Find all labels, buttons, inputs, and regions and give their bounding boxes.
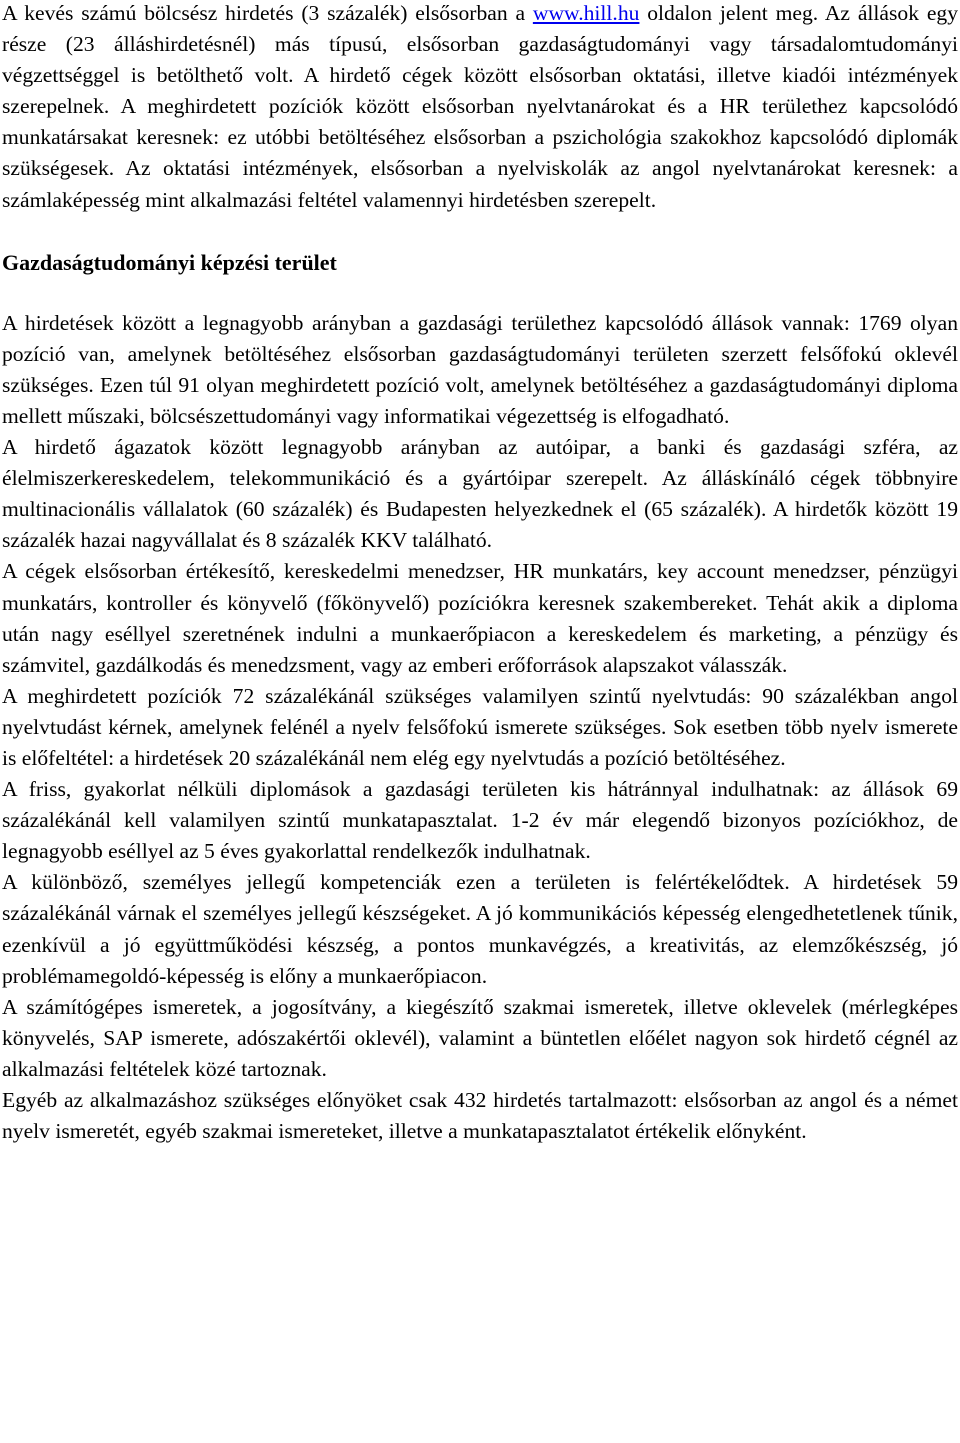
hill-hu-link[interactable]: www.hill.hu <box>532 1 640 25</box>
paragraph-languages: A meghirdetett pozíciók 72 százalékánál szükséges valamilyen szintű nyelvtudás: 90 százalékban angol nyelvtudást kérnek, amelynek felénél a nyelv felsőfokú ismerete szükséges. Sok esetben több nyelv ismerete is előfeltétel: a hirdetések 20 százalékánál nem elég egy nyelvtudás a pozíció betöltéséhez. <box>2 683 958 770</box>
paragraph-positions: A hirdetések között a legnagyobb arányban a gazdasági területhez kapcsolódó állások vannak: 1769 olyan pozíció van, amelynek betöltéséhez elsősorban gazdaságtudományi területen szerzett felsőfokú oklevél szükséges. Ezen túl 91 olyan meghirdetett pozíció volt, amelynek betöltéséhez a gazdaságtudományi diploma mellett műszaki, bölcsészettudományi vagy informatikai végezettség is elfogadható. <box>2 310 958 428</box>
paragraph-experience: A friss, gyakorlat nélküli diplomások a gazdasági területen kis hátránnyal indulhatnak: az állások 69 százalékánál kell valamilyen szintű munkatapasztalat. 1-2 év már elegendő bizonyos pozíciókhoz, de legnagyobb eséllyel az 5 éves gyakorlattal rendelkezők indulhatnak. <box>2 777 958 864</box>
paragraph-advantages: Egyéb az alkalmazáshoz szükséges előnyöket csak 432 hirdetés tartalmazott: elsősorban az angol és a német nyelv ismeretét, egyéb szakmai ismereteket, illetve a munkatapasztalatot értékelik előnyként. <box>2 1088 958 1144</box>
intro-text-start: A kevés számú bölcsész hirdetés (3 százalék) elsősorban a <box>2 1 533 25</box>
paragraph-roles: A cégek elsősorban értékesítő, kereskedelmi menedzser, HR munkatárs, key account menedzser, pénzügyi munkatárs, kontroller és könyvelő (főkönyvelő) pozíciókra keresnek szakembereket. Tehát akik a diploma után nagy eséllyel szeretnének indulni a munkaerőpiacon a kereskedelem és marketing, a pénzügy és számvitel, gazdálkodás és menedzsment, vagy az emberi erőforrások alapszakot válasszák. <box>2 559 958 677</box>
intro-text-rest: oldalon jelent meg. Az állások egy része (23 álláshirdetésnél) más típusú, elsősorban gazdaságtudományi vagy társadalomtudományi végzettséggel is betölthető volt. A hirdető cégek között elsősorban oktatási, illetve kiadói intézmények szerepelnek. A meghirdetett pozíciók között elsősorban nyelvtanárokat és a HR területhez kapcsolódó munkatársakat keresnek: ez utóbbi betöltéséhez elsősorban a pszichológia szakokhoz kapcsolódó diplomák szükségesek. Az oktatási intézmények, elsősorban a nyelviskolák az angol nyelvtanárokat keresnek: a számlaképesség mint alkalmazási feltétel valamennyi hirdetésben szerepelt. <box>2 1 958 212</box>
paragraph-competencies: A különböző, személyes jellegű kompetenciák ezen a területen is felértékelődtek. A hirdetések 59 százalékánál várnak el személyes jellegű készségeket. A jó kommunikációs képesség elengedhetetlenek tűnik, ezenkívül a jó együttműködési készség, a pontos munkavégzés, a kreativitás, az elemzőkészség, jó problémamegoldó-képesség is előny a munkaerőpiacon. <box>2 870 958 988</box>
intro-paragraph <box>2 0 958 216</box>
paragraph-requirements: A számítógépes ismeretek, a jogosítvány, a kiegészítő szakmai ismeretek, illetve oklevelek (mérlegképes könyvelés, SAP ismerete, adószakértői oklevél), valamint a büntetlen előélet nagyon sok hirdető cégnél az alkalmazási feltételek közé tartoznak. <box>2 994 958 1081</box>
section-heading: Gazdaságtudományi képzési terület <box>2 249 337 275</box>
paragraph-sectors: A hirdető ágazatok között legnagyobb arányban az autóipar, a banki és gazdasági szféra, az élelmiszerkereskedelem, telekommunikáció és a gyártóipar szerepelt. Az álláskínáló cégek többnyire multinacionális vállalatok (60 százalék) és Budapesten helyezkednek el (65 százalék). A hirdetők között 19 százalék hazai nagyvállalat és 8 százalék KKV található. <box>2 435 958 553</box>
